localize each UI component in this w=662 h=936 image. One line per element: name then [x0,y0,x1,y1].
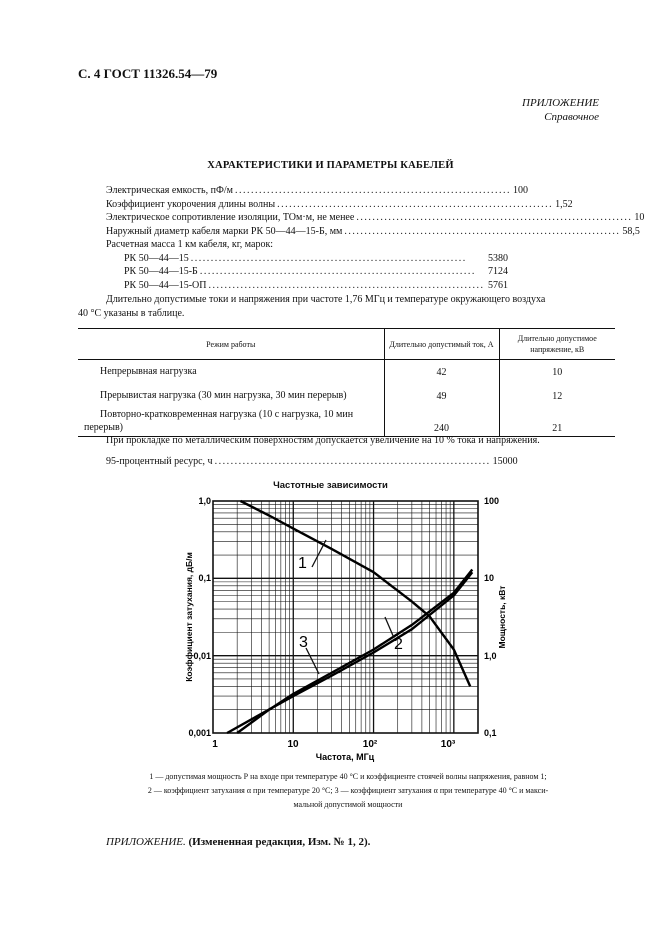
spec-row: Электрическое сопротивление изоляции, ТОм·м, не менее ..................................................................... 10 [106,211,516,225]
cell-mode: Повторно-кратковременная нагрузка (10 с нагрузка, 10 мин перерыв) [78,402,384,437]
spec-value: 100 [512,185,528,196]
resource-label: 95-процентный ресурс, ч [106,456,213,467]
mass-label: РК 50—44—15-Б [124,266,198,277]
cell-voltage: 12 [499,378,615,402]
mass-value: 7124 [488,266,508,277]
table-row [78,402,615,437]
cell-current: 42 [384,360,499,379]
y-right-tick-label: 1,0 [484,651,497,661]
appendix-label: ПРИЛОЖЕНИЕ [522,97,599,109]
spec-value: 10 [634,212,645,223]
curve-label-2: 2 [394,636,403,653]
cell-voltage: 21 [499,402,615,437]
intro-line-1: Длительно допустимые токи и напряжения при частоте 1,76 МГц и температуре окружающего воздуха [106,294,546,305]
spec-row: Коэффициент укорочения длины волны ..................................................................... 1,52 [106,198,516,212]
col-header-current: Длительно допустимый ток, А [384,329,499,360]
spec-label: Наружный диаметр кабеля марки РК 50—44—15-Б, мм [106,225,343,237]
cell-current: 49 [384,378,499,402]
mass-row: РК 50—44—15-Б ..................................................................... 7124 [106,265,516,279]
caption-line: 2 — коэффициент затухания α при температуре 20 °С; 3 — коэффициент затухания α при температуре 40 °С и макси- [147,786,549,795]
y-right-tick-label: 100 [484,496,500,506]
mass-label: РК 50—44—15 [124,252,189,264]
note-metal: При прокладке по металлическим поверхностям допускается увеличение на 10 % тока и напряжения. [106,435,540,446]
plot-frame [213,501,478,733]
spec-row: Наружный диаметр кабеля марки РК 50—44—15-Б, мм ..................................................................... 58,5 [106,225,516,239]
mass-heading: Расчетная масса 1 км кабеля, кг, марок: [106,239,274,250]
resource-value: 15000 [492,456,518,467]
table-header-row [78,329,615,360]
cell-voltage: 10 [499,360,615,379]
chart-title: Частотные зависимости [273,480,388,491]
table-row [78,360,615,379]
spec-row: Электрическая емкость, пФ/м ..................................................................... 100 [106,184,516,198]
caption-line: 1 — допустимая мощность Р на входе при температуре 40 °С и коэффициенте стоячей волны напряжения, равном 1; [149,772,547,781]
footer-label: ПРИЛОЖЕНИЕ. [106,836,186,848]
y-left-tick-label: 0,1 [198,573,211,583]
appendix-block [522,96,599,124]
x-tick-label: 10 [287,739,299,750]
x-tick-label: 1 [212,739,218,750]
y-right-tick-label: 10 [484,573,495,583]
x-axis-label: Частота, МГц [315,752,375,762]
appendix-type: Справочное [544,111,599,123]
spec-label: Коэффициент укорочения длины волны [106,198,276,210]
mass-row: РК 50—44—15-ОП ..................................................................... 5761 [106,279,516,293]
cell-mode: Прерывистая нагрузка (30 мин нагрузка, 30 мин перерыв) [100,390,347,401]
cell-mode: Непрерывная нагрузка [100,366,197,377]
frequency-chart [180,490,510,770]
x-tick-label: 10² [362,739,378,750]
spec-list [106,184,645,292]
y-right-tick-label: 0,1 [484,728,497,738]
y-left-tick-label: 1,0 [198,496,211,506]
y-left-tick-label: 0,001 [188,728,211,738]
y-right-axis-label: Мощность, кВт [497,585,507,649]
mass-row: РК 50—44—15 ..................................................................... 5380 [106,252,516,266]
mass-value: 5761 [488,279,508,291]
caption-line: мальной допустимой мощности [293,800,403,809]
spec-label: Электрическое сопротивление изоляции, ТОм·м, не менее [106,212,355,223]
y-left-axis-label: Коэффициент затухания, дБ/м [184,552,194,682]
curve-label-1: 1 [298,555,307,572]
footer-note [106,836,370,848]
resource-row: 95-процентный ресурс, ч ..................................................................... 15000 [106,455,516,469]
section-title: ХАРАКТЕРИСТИКИ И ПАРАМЕТРЫ КАБЕЛЕЙ [207,160,454,171]
footer-text: (Измененная редакция, Изм. № 1, 2). [188,836,371,848]
cell-current: 240 [384,402,499,437]
current-voltage-table [78,328,615,437]
col-header-voltage: Длительно допустимое напряжение, кВ [499,329,615,360]
x-tick-label: 10³ [440,739,456,750]
y-left-tick-label: 0,01 [193,651,211,661]
spec-label: Электрическая емкость, пФ/м [106,185,233,196]
chart-caption [92,770,604,812]
curve-label-3: 3 [299,634,308,651]
spec-value: 1,52 [555,198,573,210]
table-row [78,378,615,402]
col-header-mode: Режим работы [78,329,384,360]
intro-line-2: 40 °С указаны в таблице. [78,308,185,319]
mass-label: РК 50—44—15-ОП [124,279,207,291]
spec-value: 58,5 [622,225,640,237]
page-header: С. 4 ГОСТ 11326.54—79 [78,66,218,81]
mass-value: 5380 [488,252,508,264]
